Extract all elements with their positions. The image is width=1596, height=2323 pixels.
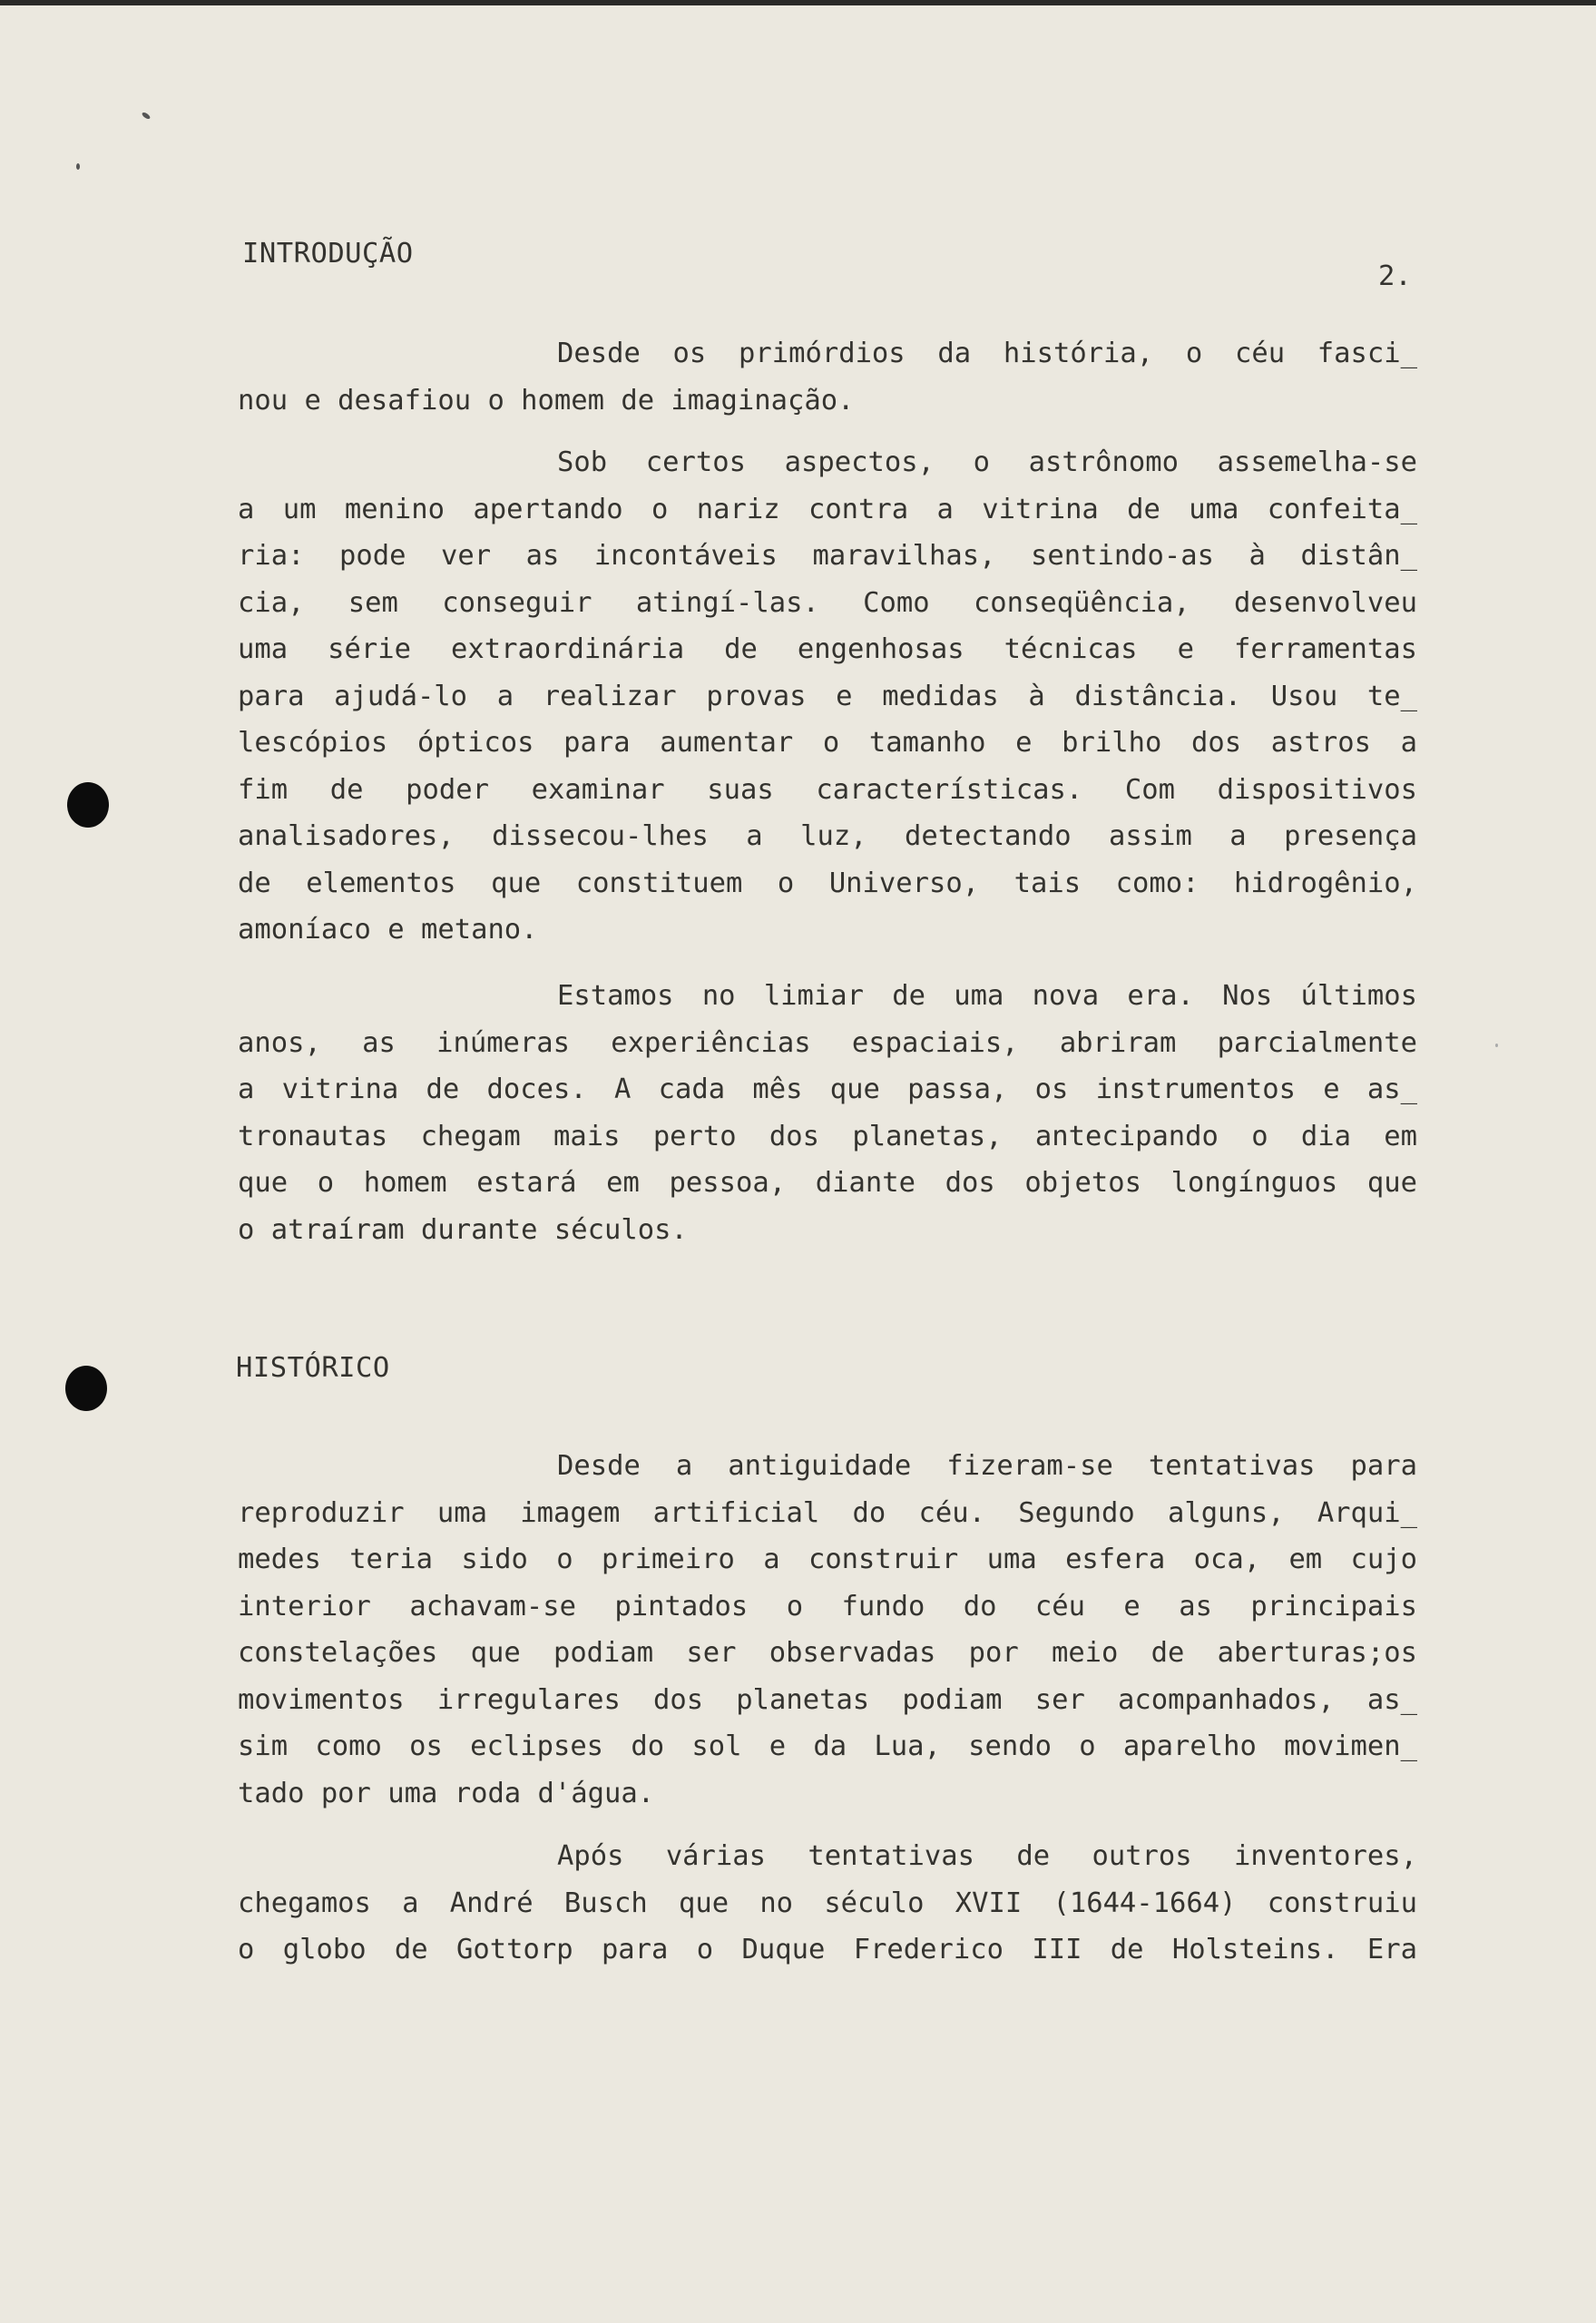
text-line: analisadores, dissecou-lhes a luz, detectando assim a presença [238, 820, 1417, 852]
text-line: Estamos no limiar de uma nova era. Nos últimos [557, 980, 1417, 1012]
page-top-edge [0, 0, 1596, 5]
ink-speck [141, 112, 151, 121]
text-line: Sob certos aspectos, o astrônomo assemelha-se [557, 446, 1417, 478]
text-line: o atraíram durante séculos. [238, 1213, 688, 1246]
text-line: nou e desafiou o homem de imaginação. [238, 384, 855, 417]
text-line: constelações que podiam ser observadas por meio de aberturas;os [238, 1637, 1417, 1669]
text-line: fim de poder examinar suas características. Com dispositivos [238, 773, 1417, 806]
text-line: lescópios ópticos para aumentar o tamanho e brilho dos astros a [238, 727, 1417, 759]
text-line: movimentos irregulares dos planetas podiam ser acompanhados, as_ [238, 1683, 1417, 1716]
text-line: reproduzir uma imagem artificial do céu. Segundo alguns, Arqui_ [238, 1496, 1417, 1529]
text-line: ria: pode ver as incontáveis maravilhas, sentindo-as à distân_ [238, 540, 1417, 572]
text-line: para ajudá-lo a realizar provas e medidas à distância. Usou te_ [238, 680, 1417, 712]
punch-hole [67, 782, 109, 828]
text-line: uma série extraordinária de engenhosas técnicas e ferramentas [238, 633, 1417, 665]
text-line: que o homem estará em pessoa, diante dos objetos longínguos que [238, 1167, 1417, 1199]
section-heading-introducao: INTRODUÇÃO [242, 238, 414, 270]
paragraph [238, 1833, 1417, 1974]
text-line: cia, sem conseguir atingí-las. Como conseqüência, desenvolveu [238, 586, 1417, 619]
text-line: o globo de Gottorp para o Duque Frederico III de Holsteins. Era [238, 1934, 1417, 1965]
text-line: de elementos que constituem o Universo, tais como: hidrogênio, [238, 867, 1417, 899]
text-line: Após várias tentativas de outros inventores, [557, 1840, 1417, 1872]
section-heading-historico: HISTÓRICO [236, 1352, 390, 1384]
page-number: 2. [1378, 260, 1412, 292]
text-line: tronautas chegam mais perto dos planetas, antecipando o dia em [238, 1120, 1417, 1152]
paragraph [238, 330, 1417, 424]
text-line: chegamos a André Busch que no século XVII (1644-1664) construiu [238, 1887, 1417, 1919]
ink-speck [76, 163, 80, 170]
punch-hole [65, 1366, 107, 1411]
paragraph [238, 973, 1417, 1253]
text-line: a um menino apertando o nariz contra a vitrina de uma confeita_ [238, 493, 1417, 525]
text-line: medes teria sido o primeiro a construir uma esfera oca, em cujo [238, 1544, 1417, 1575]
ink-speck [1495, 1044, 1498, 1047]
paragraph [238, 1443, 1417, 1817]
text-line: Desde os primórdios da história, o céu fasci_ [557, 338, 1417, 369]
paragraph [238, 439, 1417, 954]
text-line: amoníaco e metano. [238, 914, 538, 946]
text-line: interior achavam-se pintados o fundo do céu e as principais [238, 1590, 1417, 1622]
text-line: a vitrina de doces. A cada mês que passa, os instrumentos e as_ [238, 1073, 1417, 1105]
text-line: anos, as inúmeras experiências espaciais, abriram parcialmente [238, 1026, 1417, 1059]
text-line: sim como os eclipses do sol e da Lua, sendo o aparelho movimen_ [238, 1730, 1417, 1762]
text-line: tado por uma roda d'água. [238, 1777, 655, 1809]
text-line: Desde a antiguidade fizeram-se tentativas para [557, 1450, 1417, 1482]
